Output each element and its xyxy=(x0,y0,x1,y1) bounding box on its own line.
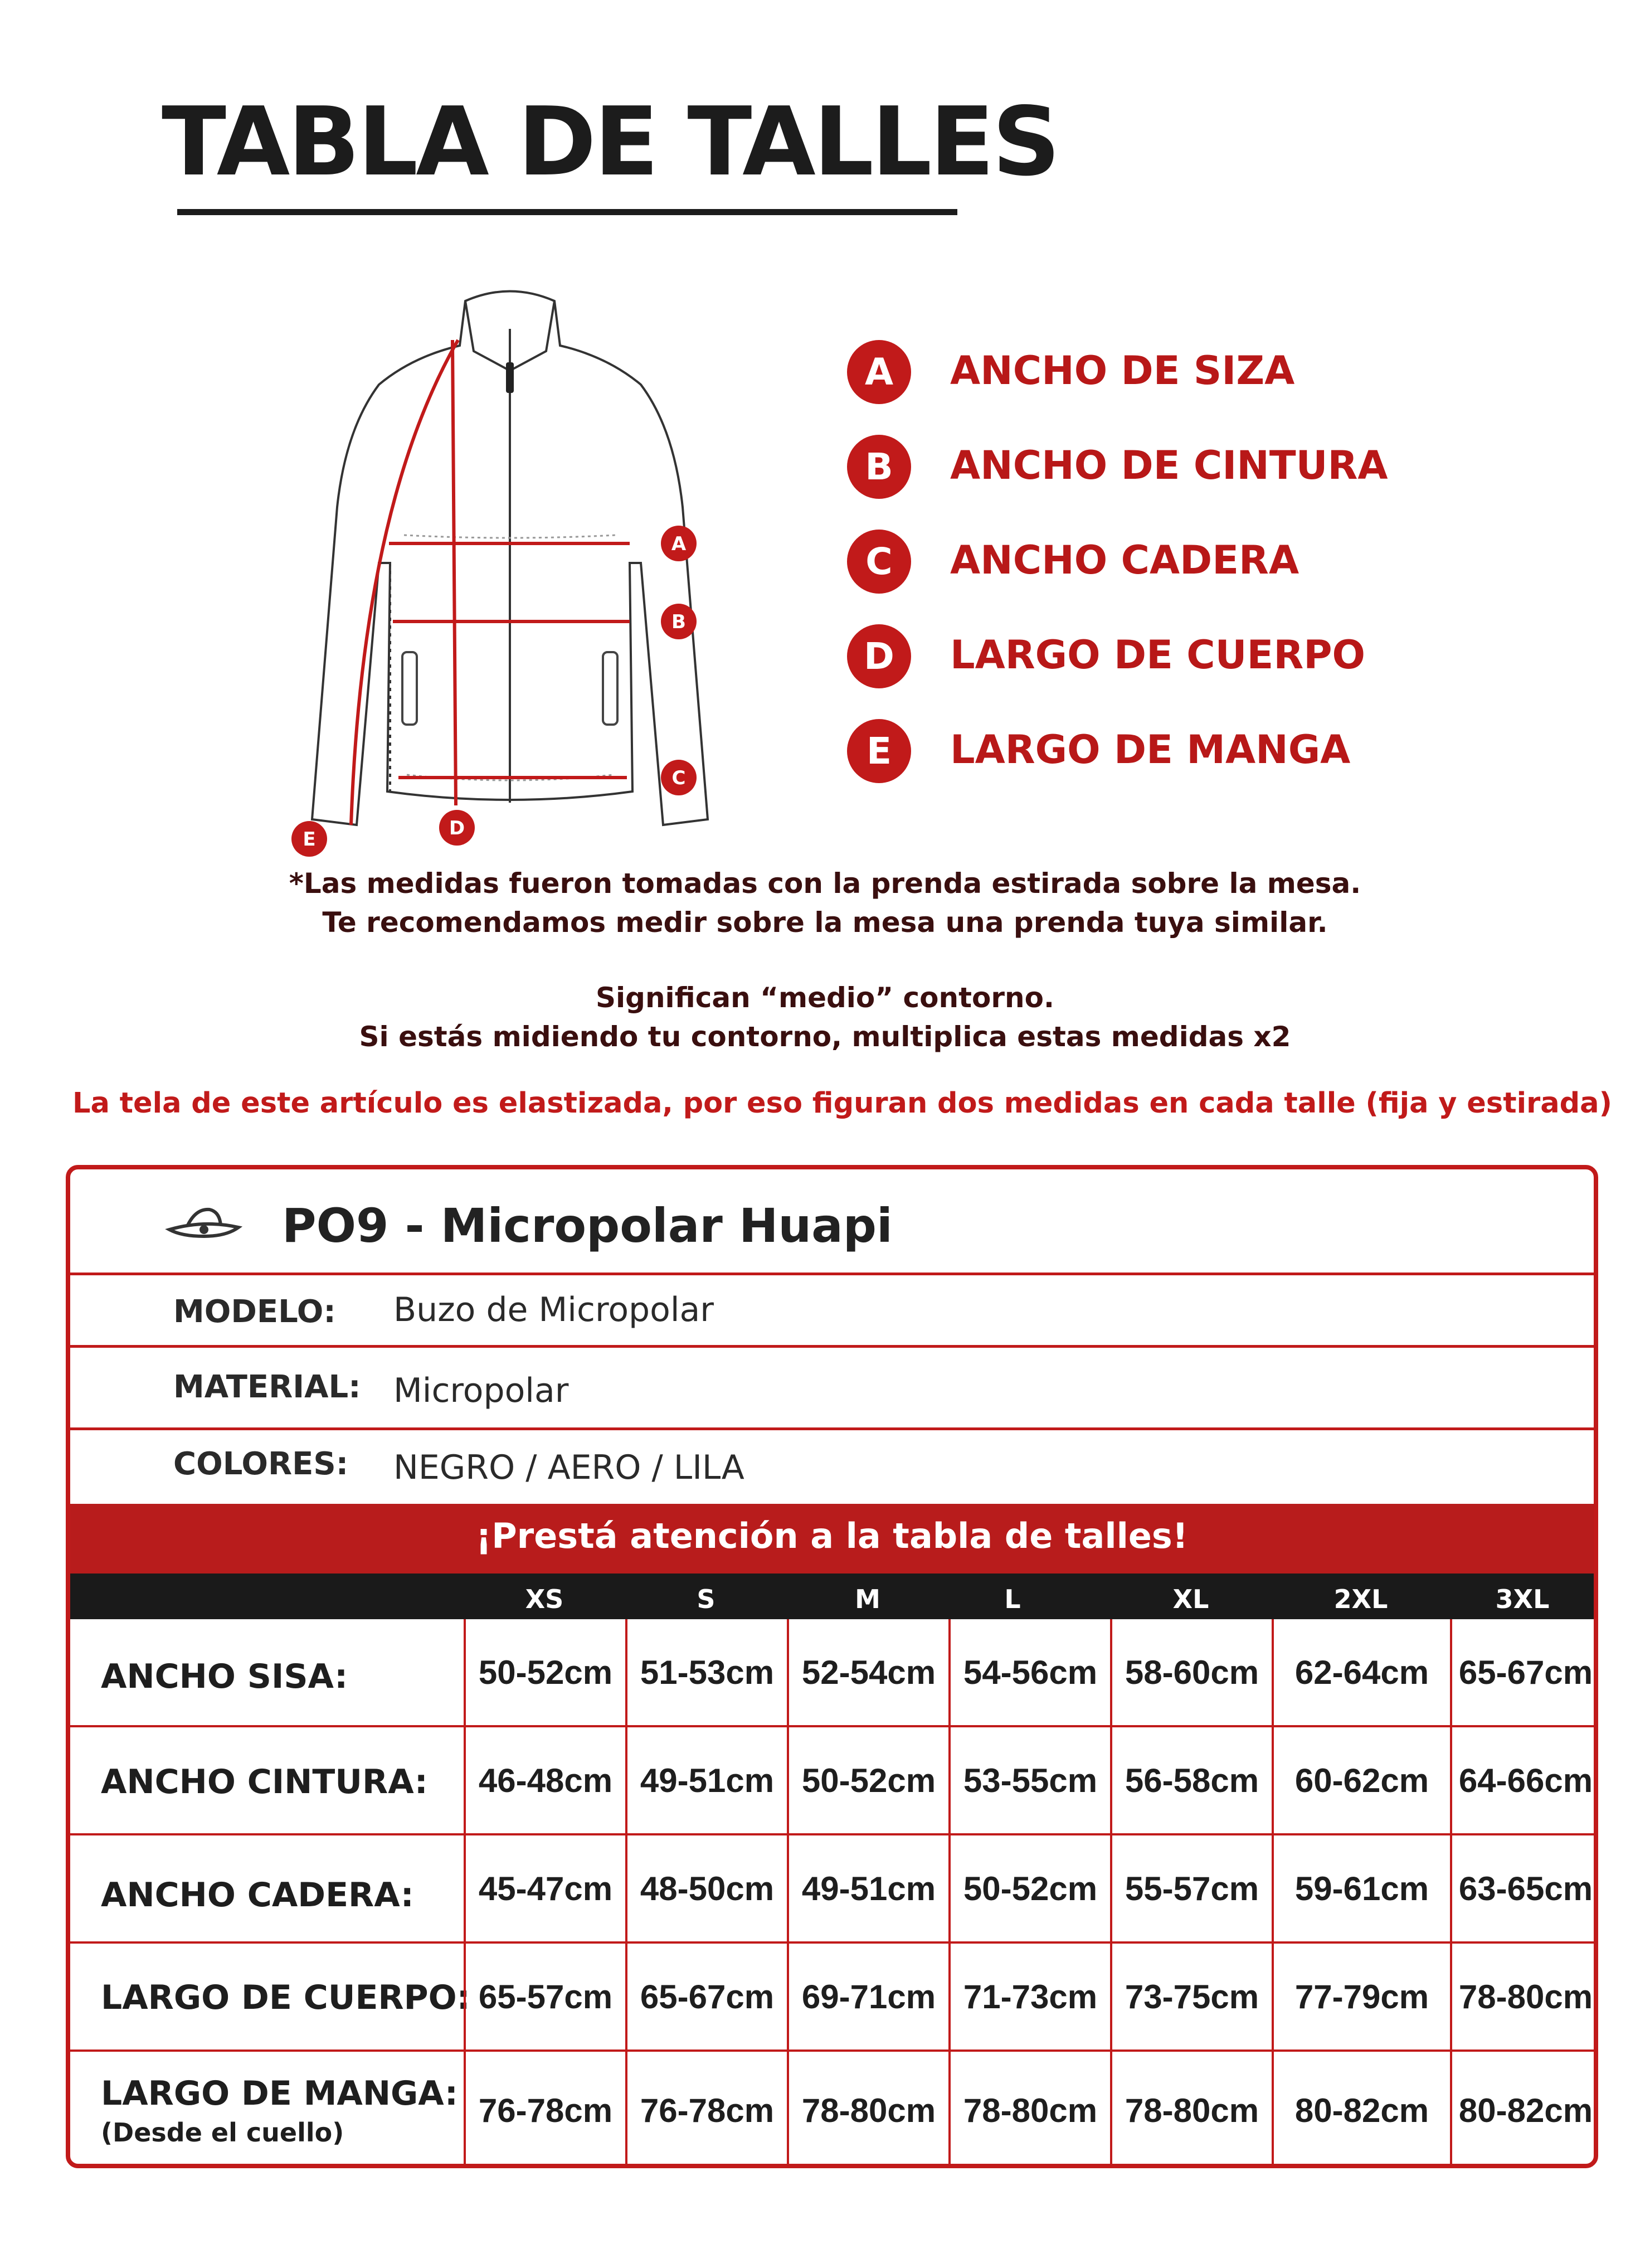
table-cell: 49-51cm xyxy=(625,1727,787,1833)
table-cell: 53-55cm xyxy=(948,1727,1110,1833)
table-cell: 71-73cm xyxy=(948,1944,1110,2050)
legend-label: LARGO DE CUERPO xyxy=(950,632,1366,678)
table-cell: 65-67cm xyxy=(625,1944,787,2050)
legend-item-d xyxy=(847,624,1516,719)
table-cell: 76-78cm xyxy=(464,2052,625,2168)
marker-b: B xyxy=(671,611,686,633)
title-underline xyxy=(177,209,957,215)
product-title: PO9 - Micropolar Huapi xyxy=(282,1198,893,1253)
page-title: TABLA DE TALLES xyxy=(162,87,1058,197)
size-head-l: L xyxy=(1004,1584,1021,1614)
table-cell: 78-80cm xyxy=(1450,1944,1598,2050)
info-row-material xyxy=(70,1348,1594,1430)
table-cell: 80-82cm xyxy=(1272,2052,1450,2168)
hat-logo-icon xyxy=(165,1203,243,1242)
table-cell: 58-60cm xyxy=(1110,1619,1272,1725)
marker-c: C xyxy=(671,767,686,789)
table-cell: 65-57cm xyxy=(464,1944,625,2050)
size-header-row xyxy=(70,1573,1594,1619)
marker-a: A xyxy=(671,533,687,555)
table-cell: 78-80cm xyxy=(787,2052,948,2168)
info-value: NEGRO / AERO / LILA xyxy=(393,1448,744,1487)
table-row xyxy=(70,1619,1594,1727)
row-label: ANCHO SISA: xyxy=(101,1657,348,1696)
elastic-notice: La tela de este artículo es elastizada, por eso figuran dos medidas en cada talle (fija y estirada) xyxy=(72,1087,1612,1120)
legend-badge: C xyxy=(847,530,911,594)
table-cell: 55-57cm xyxy=(1110,1835,1272,1941)
info-label: MATERIAL: xyxy=(173,1369,361,1405)
info-label: COLORES: xyxy=(173,1446,349,1482)
legend-badge: A xyxy=(847,340,911,404)
size-head-xs: XS xyxy=(525,1584,564,1614)
table-cell: 80-82cm xyxy=(1450,2052,1598,2168)
row-label: LARGO DE CUERPO: xyxy=(101,1978,470,2017)
table-cell: 62-64cm xyxy=(1272,1619,1450,1725)
table-cell: 73-75cm xyxy=(1110,1944,1272,2050)
marker-e: E xyxy=(303,828,316,851)
size-head-s: S xyxy=(697,1584,716,1614)
card-header xyxy=(70,1169,1594,1275)
table-cell: 78-80cm xyxy=(1110,2052,1272,2168)
legend-badge: E xyxy=(847,719,911,783)
info-label: MODELO: xyxy=(173,1294,336,1330)
table-cell: 46-48cm xyxy=(464,1727,625,1833)
legend-item-c xyxy=(847,530,1516,624)
table-cell: 77-79cm xyxy=(1272,1944,1450,2050)
table-cell: 76-78cm xyxy=(625,2052,787,2168)
table-cell: 63-65cm xyxy=(1450,1835,1598,1941)
table-cell: 54-56cm xyxy=(948,1619,1110,1725)
attention-banner: ¡Prestá atención a la tabla de talles! xyxy=(70,1504,1594,1573)
table-cell: 60-62cm xyxy=(1272,1727,1450,1833)
table-cell: 64-66cm xyxy=(1450,1727,1598,1833)
table-row xyxy=(70,2052,1594,2168)
table-cell: 51-53cm xyxy=(625,1619,787,1725)
measurement-legend xyxy=(847,340,1516,814)
row-label: ANCHO CINTURA: xyxy=(101,1762,428,1801)
table-cell: 59-61cm xyxy=(1272,1835,1450,1941)
row-label: LARGO DE MANGA: xyxy=(101,2074,458,2113)
marker-d: D xyxy=(449,817,465,839)
table-row xyxy=(70,1727,1594,1835)
table-row xyxy=(70,1944,1594,2052)
legend-item-e xyxy=(847,719,1516,814)
note-line-2: Te recomendamos medir sobre la mesa una prenda tuya similar. xyxy=(322,906,1328,939)
table-cell: 69-71cm xyxy=(787,1944,948,2050)
table-cell: 50-52cm xyxy=(464,1619,625,1725)
info-row-colores xyxy=(70,1430,1594,1504)
info-value: Buzo de Micropolar xyxy=(393,1290,714,1329)
table-cell: 50-52cm xyxy=(948,1835,1110,1941)
legend-label: ANCHO DE CINTURA xyxy=(950,443,1388,488)
size-head-3xl: 3XL xyxy=(1495,1584,1550,1614)
table-row xyxy=(70,1835,1594,1944)
legend-label: ANCHO DE SIZA xyxy=(950,348,1295,394)
legend-label: LARGO DE MANGA xyxy=(950,727,1351,773)
table-cell: 48-50cm xyxy=(625,1835,787,1941)
legend-item-b xyxy=(847,435,1516,530)
legend-label: ANCHO CADERA xyxy=(950,537,1299,583)
size-head-2xl: 2XL xyxy=(1333,1584,1388,1614)
info-value: Micropolar xyxy=(393,1371,569,1410)
size-chart-card xyxy=(66,1165,1598,2168)
jacket-diagram xyxy=(273,273,747,875)
note-line-3: Significan “medio” contorno. xyxy=(596,982,1054,1014)
size-head-xl: XL xyxy=(1172,1584,1209,1614)
info-row-modelo xyxy=(70,1273,1594,1348)
table-cell: 56-58cm xyxy=(1110,1727,1272,1833)
legend-badge: D xyxy=(847,624,911,688)
legend-item-a xyxy=(847,340,1516,435)
size-head-m: M xyxy=(855,1584,880,1614)
note-line-1: *Las medidas fueron tomadas con la prenda estirada sobre la mesa. xyxy=(289,867,1361,900)
table-cell: 45-47cm xyxy=(464,1835,625,1941)
table-cell: 52-54cm xyxy=(787,1619,948,1725)
table-cell: 49-51cm xyxy=(787,1835,948,1941)
note-line-4: Si estás midiendo tu contorno, multiplica estas medidas x2 xyxy=(359,1021,1291,1053)
table-cell: 50-52cm xyxy=(787,1727,948,1833)
table-cell: 65-67cm xyxy=(1450,1619,1598,1725)
row-sublabel: (Desde el cuello) xyxy=(101,2118,344,2148)
row-label: ANCHO CADERA: xyxy=(101,1876,414,1915)
table-cell: 78-80cm xyxy=(948,2052,1110,2168)
legend-badge: B xyxy=(847,435,911,499)
